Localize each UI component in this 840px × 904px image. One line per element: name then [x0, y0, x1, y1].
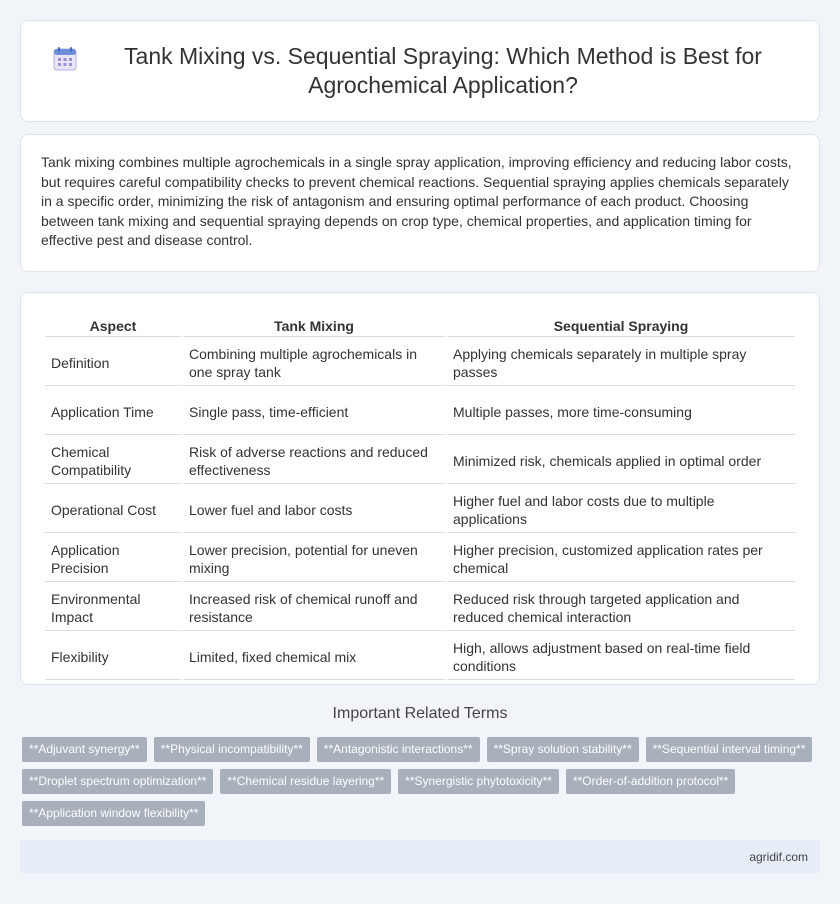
row-sequential-spraying: Multiple passes, more time-consuming [447, 388, 795, 435]
row-tank-mixing: Single pass, time-efficient [183, 388, 445, 435]
related-term-tag[interactable]: **Application window flexibility** [22, 801, 205, 826]
row-aspect: Definition [45, 339, 181, 386]
related-term-tag[interactable]: **Synergistic phytotoxicity** [398, 769, 559, 794]
row-aspect: Application Time [45, 388, 181, 435]
header-tank-mixing: Tank Mixing [183, 315, 445, 337]
row-tank-mixing: Lower precision, potential for uneven mixing [183, 535, 445, 582]
related-terms-title: Important Related Terms [332, 705, 508, 722]
row-tank-mixing: Increased risk of chemical runoff and resistance [183, 584, 445, 631]
table-row [45, 633, 795, 680]
row-sequential-spraying: Reduced risk through targeted application and reduced chemical interaction [447, 584, 795, 631]
table-header-row [45, 315, 795, 337]
row-tank-mixing: Lower fuel and labor costs [183, 486, 445, 533]
header-sequential-spraying: Sequential Spraying [447, 315, 795, 337]
comparison-card [20, 292, 820, 685]
row-tank-mixing: Limited, fixed chemical mix [183, 633, 445, 680]
row-aspect: Environmental Impact [45, 584, 181, 631]
row-sequential-spraying: Minimized risk, chemicals applied in optimal order [447, 437, 795, 484]
related-term-tag[interactable]: **Physical incompatibility** [154, 737, 310, 762]
related-term-tag[interactable]: **Spray solution stability** [487, 737, 639, 762]
header-aspect: Aspect [45, 315, 181, 337]
comparison-table [43, 313, 797, 682]
row-sequential-spraying: Applying chemicals separately in multiple spray passes [447, 339, 795, 386]
row-tank-mixing: Risk of adverse reactions and reduced effectiveness [183, 437, 445, 484]
table-row [45, 388, 795, 435]
row-sequential-spraying: High, allows adjustment based on real-time field conditions [447, 633, 795, 680]
table-row [45, 535, 795, 582]
title-card [20, 20, 820, 122]
table-row [45, 437, 795, 484]
table-row [45, 339, 795, 386]
related-term-tag[interactable]: **Chemical residue layering** [220, 769, 391, 794]
related-term-tag[interactable]: **Droplet spectrum optimization** [22, 769, 213, 794]
row-tank-mixing: Combining multiple agrochemicals in one spray tank [183, 339, 445, 386]
row-sequential-spraying: Higher precision, customized application rates per chemical [447, 535, 795, 582]
related-terms-list [22, 737, 822, 826]
table-row [45, 486, 795, 533]
table-row [45, 584, 795, 631]
calendar-icon [52, 46, 78, 72]
row-aspect: Application Precision [45, 535, 181, 582]
row-aspect: Operational Cost [45, 486, 181, 533]
row-aspect: Flexibility [45, 633, 181, 680]
footer [20, 840, 820, 873]
footer-site-link[interactable]: agridif.com [749, 849, 808, 864]
title-wrap [52, 42, 788, 100]
row-sequential-spraying: Higher fuel and labor costs due to multiple applications [447, 486, 795, 533]
related-term-tag[interactable]: **Order-of-addition protocol** [566, 769, 735, 794]
related-term-tag[interactable]: **Sequential interval timing** [646, 737, 813, 762]
page-title: Tank Mixing vs. Sequential Spraying: Which Method is Best for Agrochemical Application? [124, 43, 762, 98]
row-aspect: Chemical Compatibility [45, 437, 181, 484]
intro-card [20, 134, 820, 272]
intro-paragraph: Tank mixing combines multiple agrochemicals in a single spray application, improving efficiency and reducing labor costs, but requires careful compatibility checks to prevent chemical reactions. Sequential spraying applies chemicals separately in a specific order, minimizing the risk of antagonism and ensuring optimal performance of each product. Choosing between tank mixing and sequential spraying depends on crop type, chemical properties, and application timing for effective pest and disease control. [41, 154, 792, 248]
related-term-tag[interactable]: **Adjuvant synergy** [22, 737, 147, 762]
related-term-tag[interactable]: **Antagonistic interactions** [317, 737, 480, 762]
